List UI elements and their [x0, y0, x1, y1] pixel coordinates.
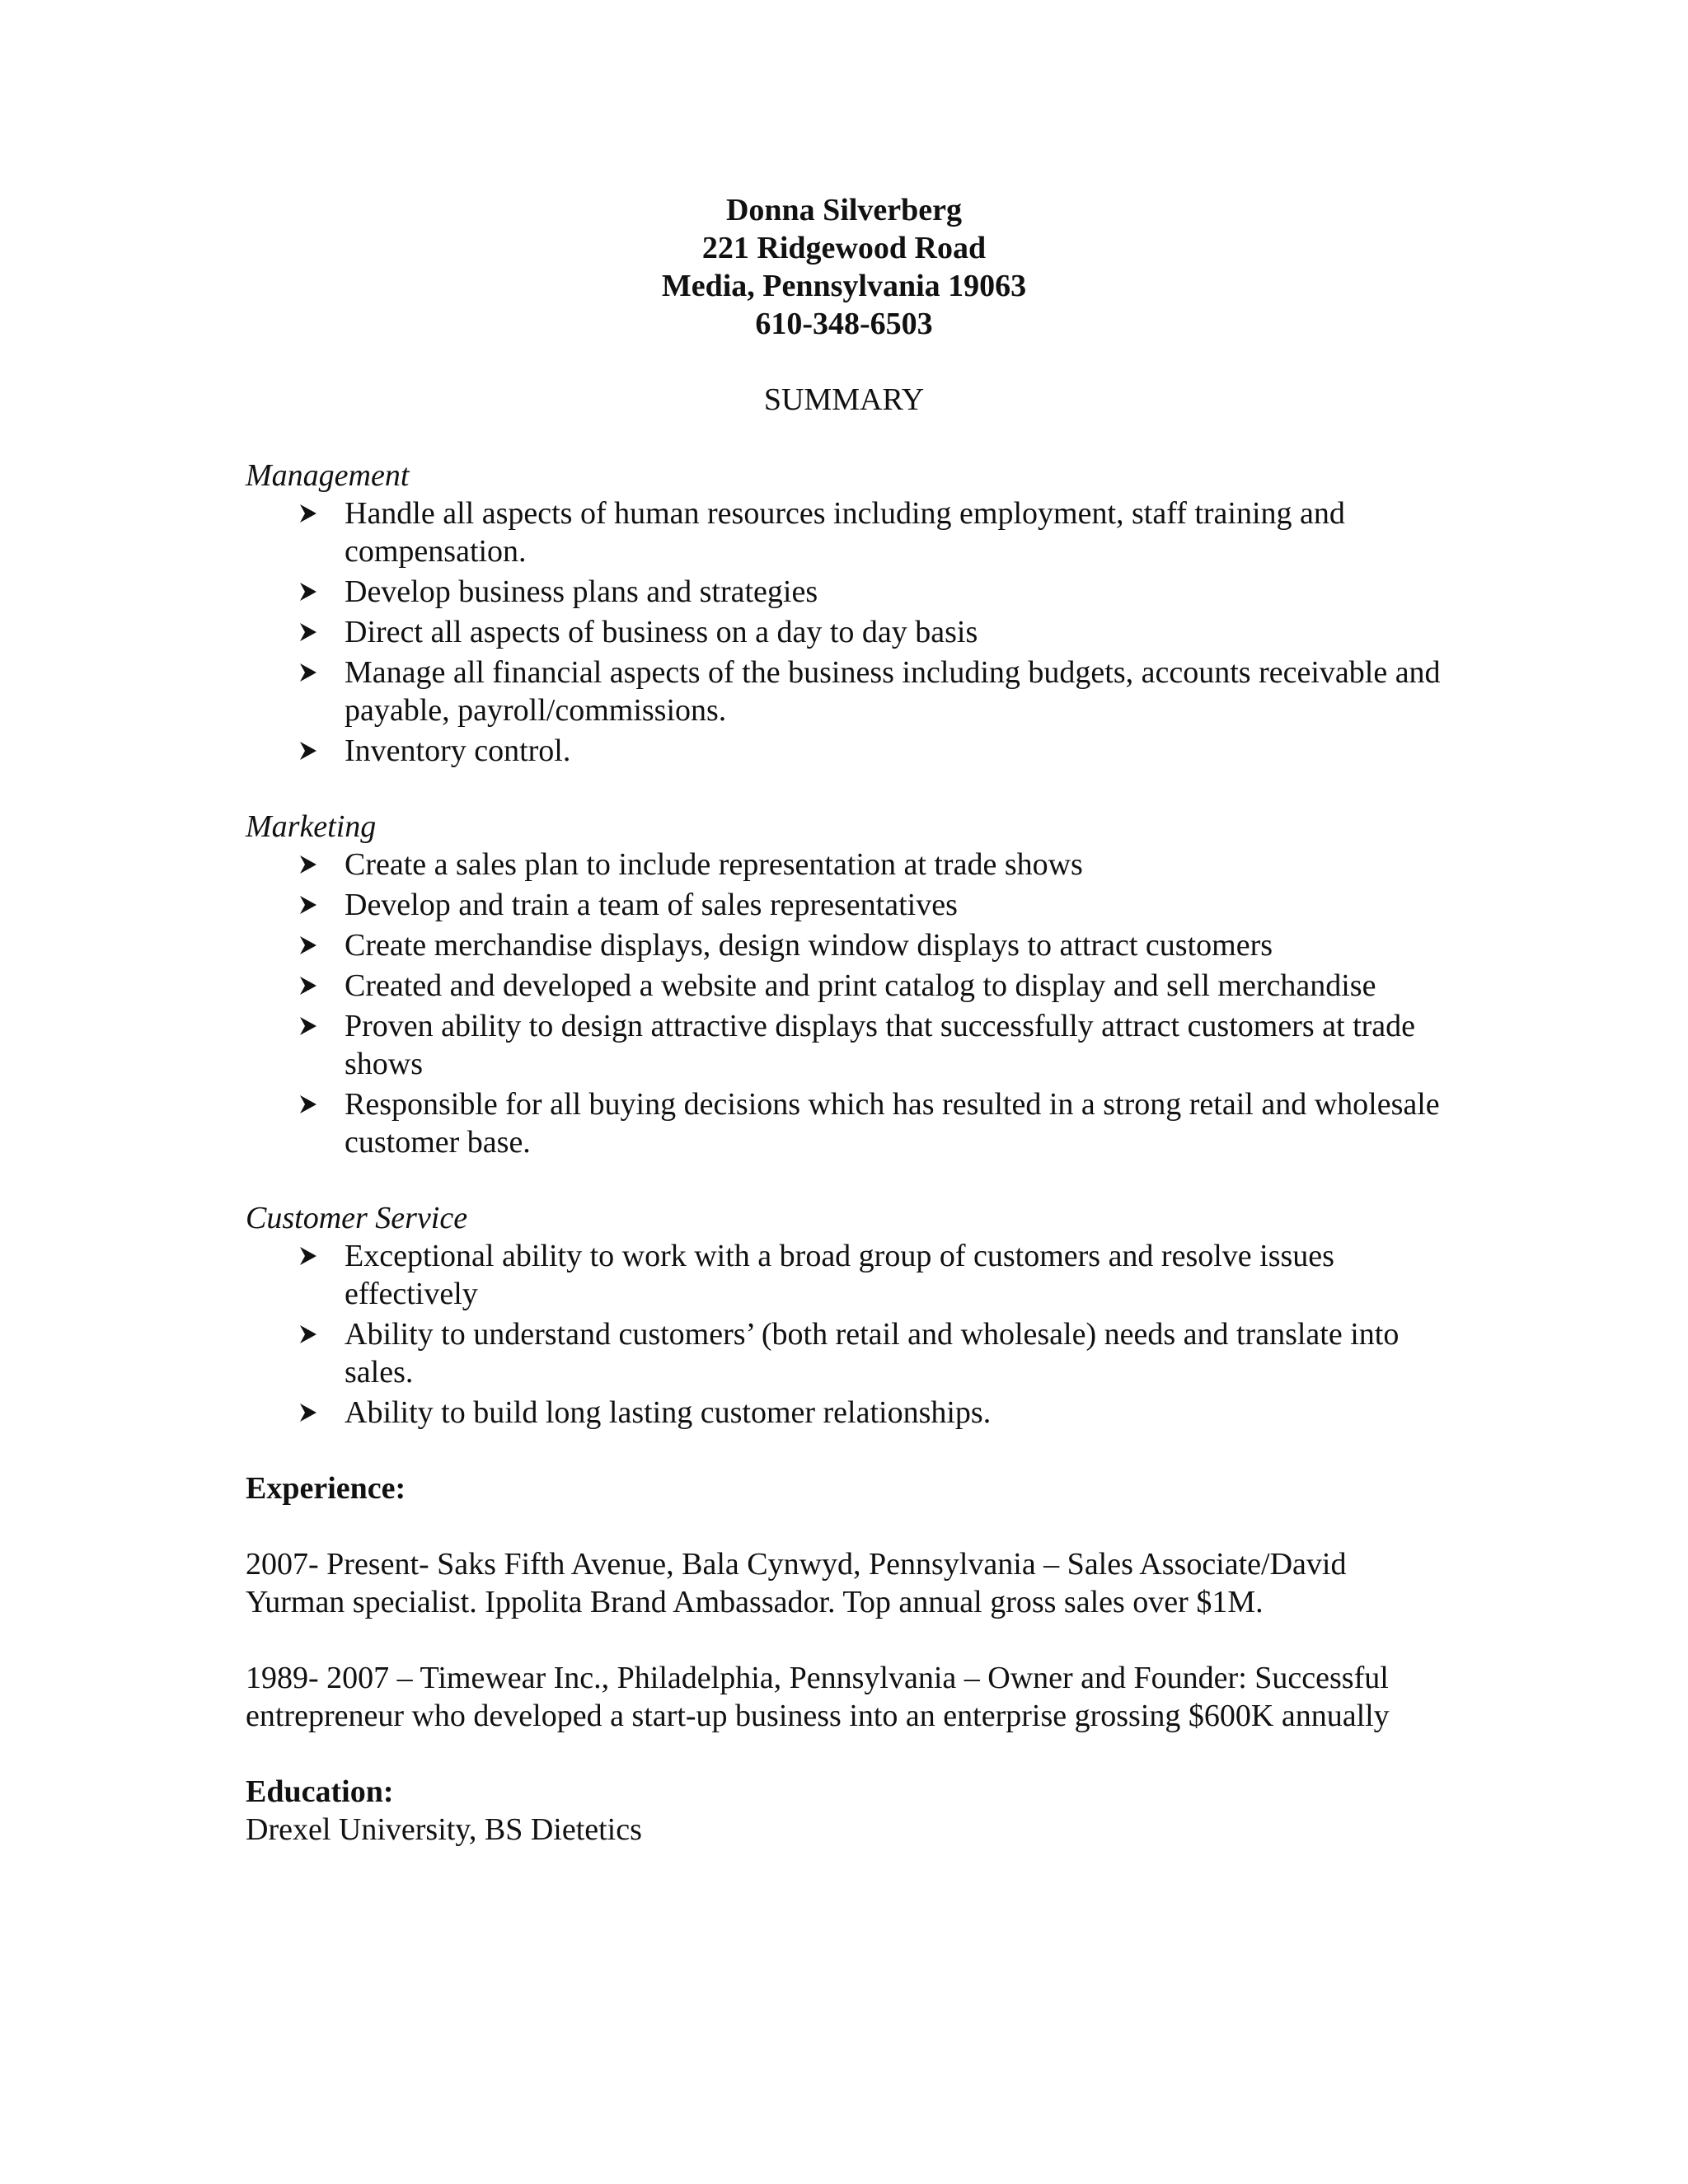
list-item: [246, 654, 1449, 729]
arrow-bullet-icon: [295, 846, 320, 883]
bullet-text: Exceptional ability to work with a broad group of customers and resolve issues effectively: [345, 1239, 1334, 1311]
list-item: [246, 1394, 1449, 1432]
marketing-list: [246, 846, 1449, 1161]
phone-number: 610-348-6503: [755, 307, 933, 341]
arrow-bullet-icon: [295, 1394, 320, 1432]
list-item: [246, 1085, 1449, 1161]
list-item: [246, 732, 1449, 770]
arrow-bullet-icon: [295, 613, 320, 651]
customer-service-list: [246, 1237, 1449, 1432]
experience-heading: Experience:: [246, 1471, 406, 1506]
arrow-bullet-icon: [295, 732, 320, 770]
list-item: [246, 494, 1449, 570]
arrow-bullet-icon: [295, 1007, 320, 1045]
section-title-customer-service: Customer Service: [246, 1201, 468, 1235]
list-item: [246, 613, 1449, 651]
list-item: [246, 886, 1449, 924]
bullet-text: Responsible for all buying decisions which has resulted in a strong retail and wholesale customer base.: [345, 1087, 1440, 1160]
resume-content: [246, 191, 1449, 1849]
bullet-text: Created and developed a website and print catalog to display and sell merchandise: [345, 968, 1376, 1003]
list-item: [246, 1315, 1449, 1391]
bullet-text: Ability to understand customers’ (both retail and wholesale) needs and translate into sales.: [345, 1317, 1400, 1390]
experience-entry: 1989- 2007 – Timewear Inc., Philadelphia, Pennsylvania – Owner and Founder: Successful entrepreneur who developed a start-up business into an enterprise grossing $600K annually: [246, 1661, 1390, 1733]
bullet-text: Create merchandise displays, design window displays to attract customers: [345, 928, 1273, 963]
list-item: [246, 846, 1449, 883]
bullet-text: Ability to build long lasting customer relationships.: [345, 1395, 992, 1430]
list-item: [246, 1237, 1449, 1313]
bullet-text: Direct all aspects of business on a day to day basis: [345, 615, 978, 649]
list-item: [246, 1007, 1449, 1083]
arrow-bullet-icon: [295, 573, 320, 611]
bullet-text: Inventory control.: [345, 733, 571, 768]
experience-entry: 2007- Present- Saks Fifth Avenue, Bala Cynwyd, Pennsylvania – Sales Associate/David Yurman specialist. Ippolita Brand Ambassador. Top annual gross sales over $1M.: [246, 1547, 1347, 1619]
education-heading: Education:: [246, 1774, 394, 1809]
education-detail: Drexel University, BS Dietetics: [246, 1812, 642, 1847]
arrow-bullet-icon: [295, 1085, 320, 1123]
section-title-management: Management: [246, 458, 410, 493]
arrow-bullet-icon: [295, 967, 320, 1005]
contact-header: [0, 191, 1688, 343]
arrow-bullet-icon: [295, 654, 320, 691]
city-state-zip: Media, Pennsylvania 19063: [661, 269, 1027, 303]
arrow-bullet-icon: [295, 1315, 320, 1353]
management-list: [246, 494, 1449, 770]
bullet-text: Manage all financial aspects of the business including budgets, accounts receivable and payable, payroll/commissions.: [345, 655, 1441, 728]
arrow-bullet-icon: [295, 1237, 320, 1275]
arrow-bullet-icon: [295, 494, 320, 532]
summary-heading: SUMMARY: [763, 382, 925, 417]
arrow-bullet-icon: [295, 926, 320, 964]
bullet-text: Proven ability to design attractive displays that successfully attract customers at trade shows: [345, 1009, 1416, 1081]
street-address: 221 Ridgewood Road: [701, 231, 987, 265]
list-item: [246, 967, 1449, 1005]
bullet-text: Create a sales plan to include representation at trade shows: [345, 847, 1083, 882]
applicant-name: Donna Silverberg: [725, 193, 963, 227]
list-item: [246, 573, 1449, 611]
bullet-text: Develop business plans and strategies: [345, 574, 818, 609]
arrow-bullet-icon: [295, 886, 320, 924]
bullet-text: Handle all aspects of human resources including employment, staff training and compensation.: [345, 496, 1345, 569]
list-item: [246, 926, 1449, 964]
section-title-marketing: Marketing: [246, 809, 377, 844]
bullet-text: Develop and train a team of sales representatives: [345, 888, 958, 922]
